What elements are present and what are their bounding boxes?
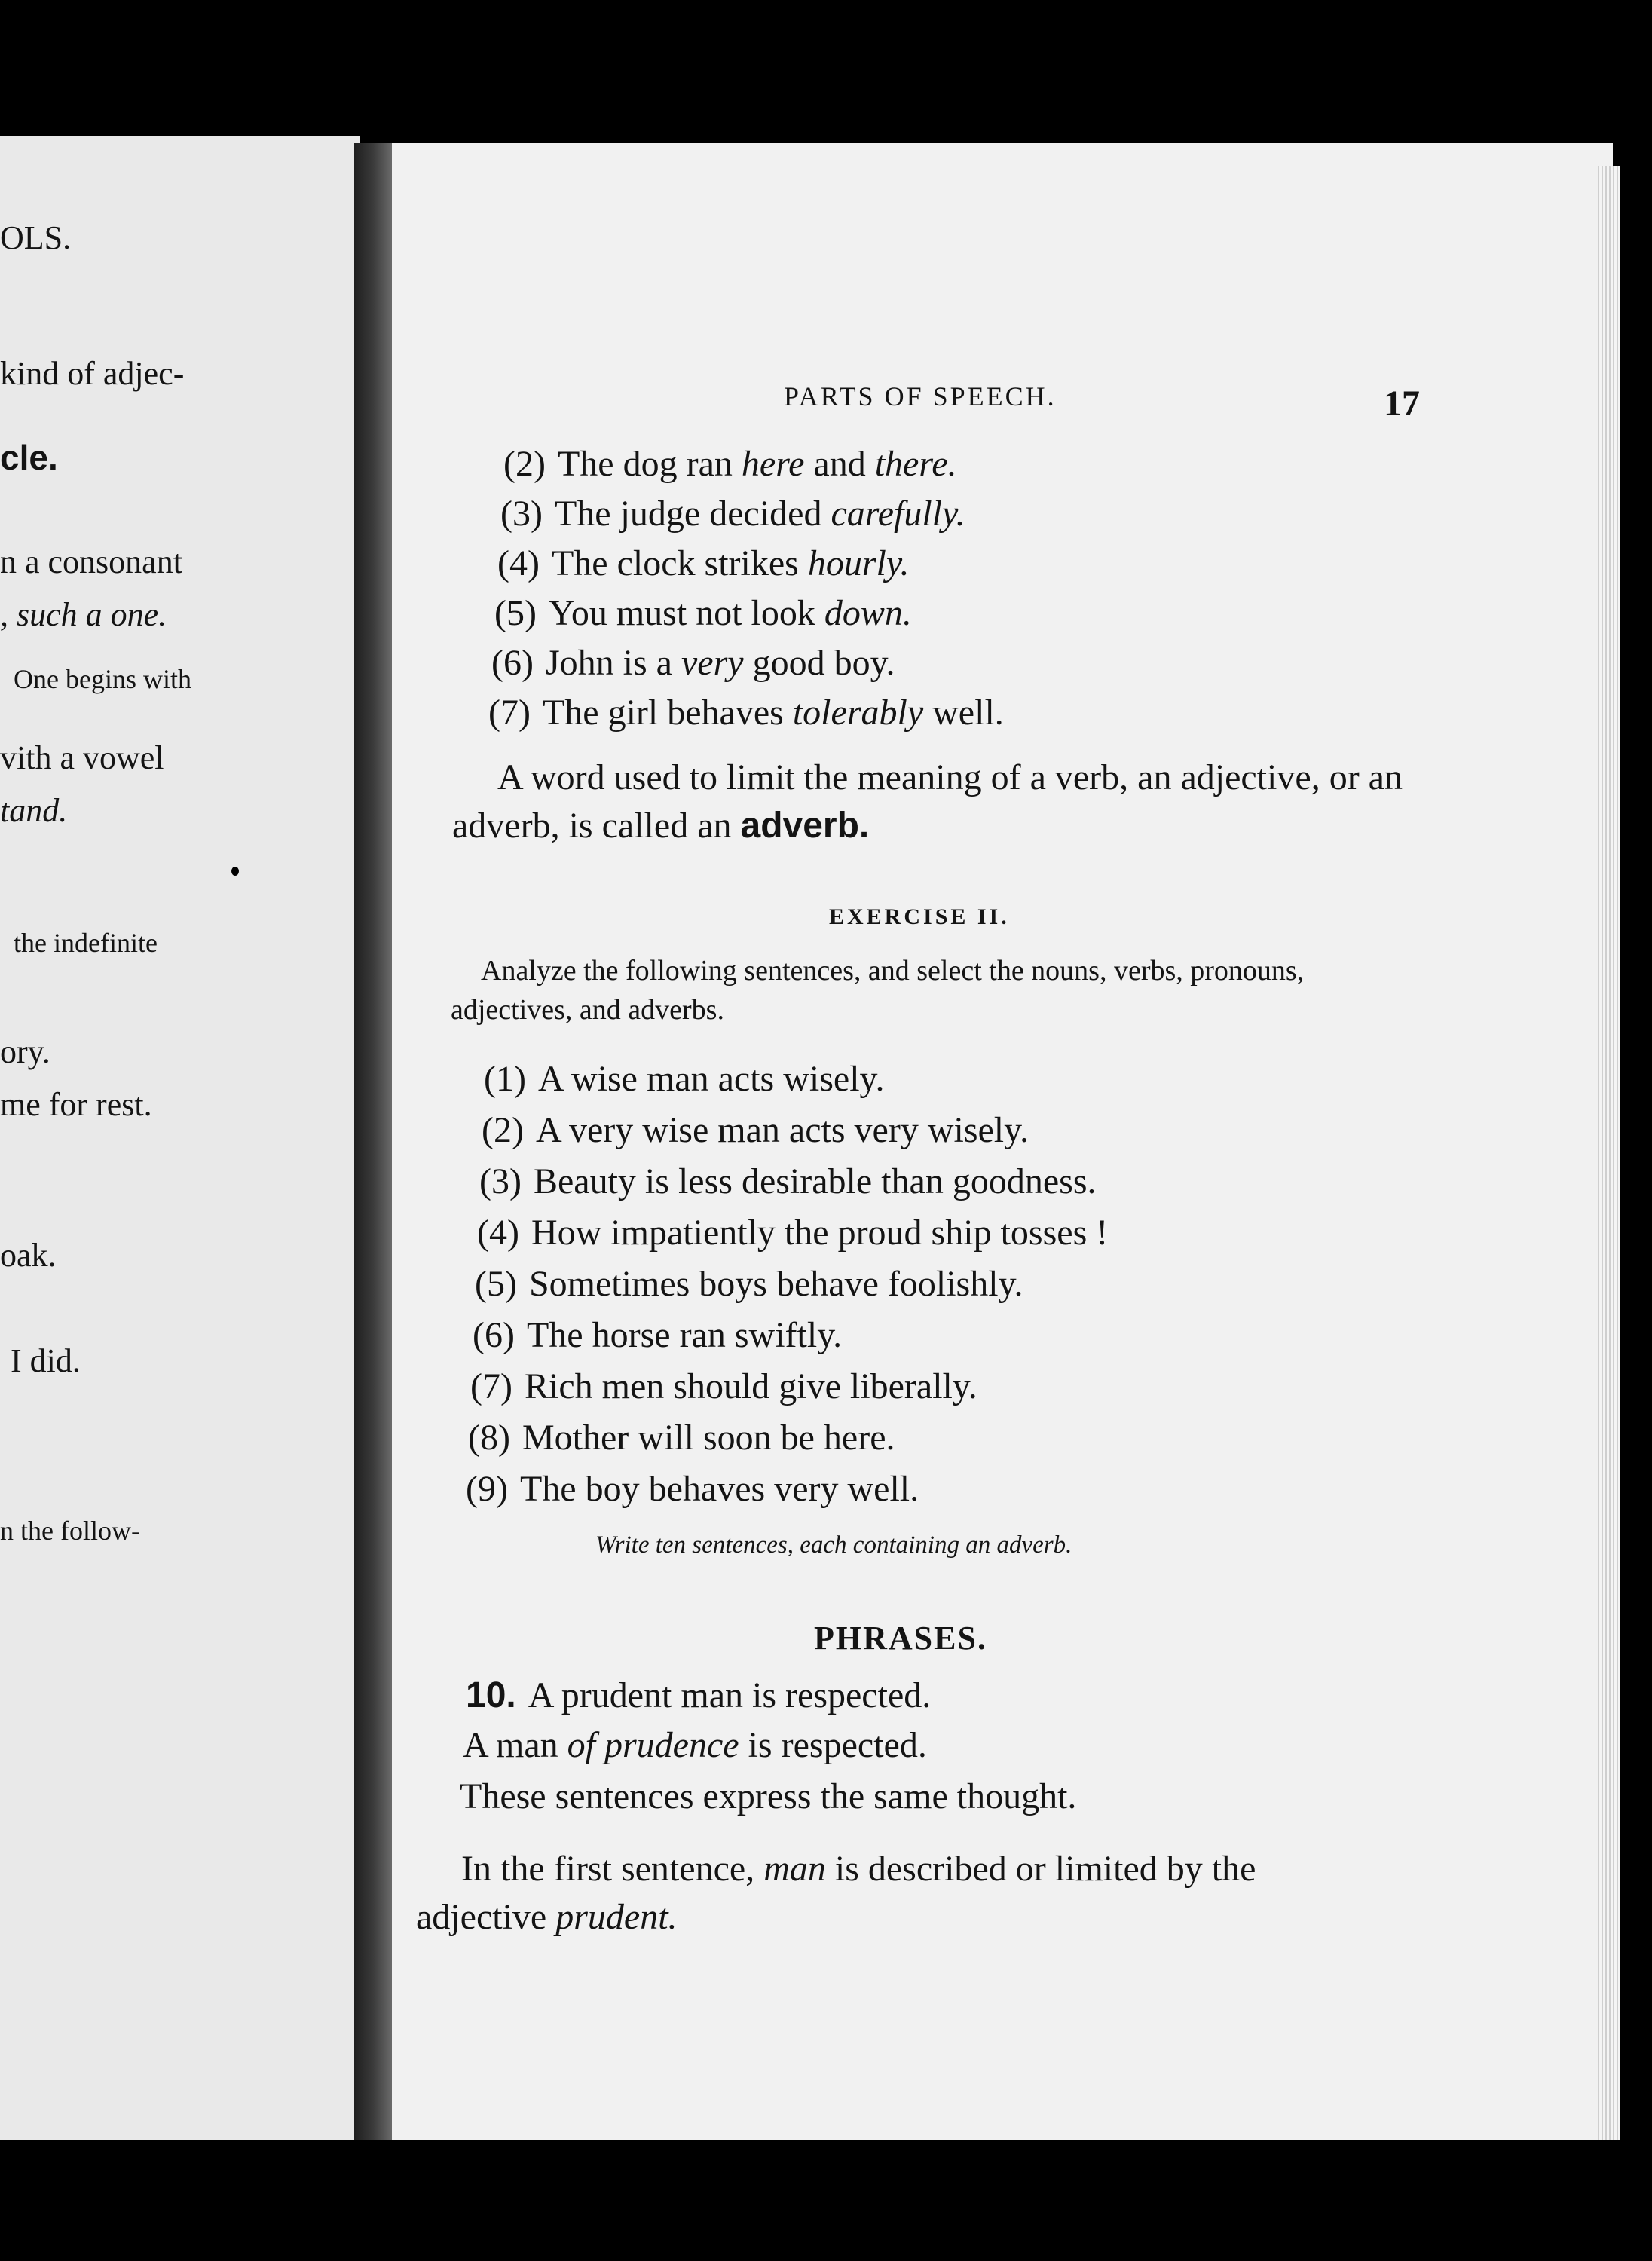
- left-page-fragment: tand.: [0, 792, 68, 829]
- definition-term: adverb.: [740, 806, 870, 846]
- exercise-sentence: [475, 1263, 1023, 1305]
- phrase-line-3: These sentences express the same thought.: [460, 1776, 1077, 1816]
- phrase-line-1-text: A prudent man is respected.: [528, 1675, 932, 1715]
- example-number: (4): [497, 543, 540, 583]
- sentence-number: (2): [482, 1110, 524, 1150]
- sentence-text: Mother will soon be here.: [522, 1418, 895, 1458]
- left-page-fragment: kind of adjec-: [0, 355, 185, 392]
- phrase-paragraph: [416, 1845, 1388, 1941]
- exercise-sentence: [477, 1212, 1108, 1253]
- left-page-fragment: vith a vowel: [0, 739, 164, 776]
- example-text: John is a: [545, 643, 681, 683]
- example-text: down.: [824, 593, 912, 633]
- example-number: (6): [491, 643, 534, 683]
- exercise-sentence: [473, 1314, 842, 1356]
- left-page-fragment: cle.: [0, 438, 58, 477]
- example-text: tolerably: [792, 693, 924, 733]
- exercise-sentence: [479, 1161, 1097, 1202]
- sentence-text: Rich men should give liberally.: [524, 1366, 977, 1406]
- exercise-sentence: [468, 1417, 895, 1458]
- exercise-sentence: [470, 1366, 977, 1407]
- phrase-para-a: In the first sentence,: [461, 1849, 764, 1889]
- example-text: The clock strikes: [551, 543, 808, 583]
- exercise-heading: EXERCISE II.: [829, 904, 1010, 929]
- example-sentence: [503, 443, 957, 485]
- sentence-number: (1): [484, 1059, 526, 1099]
- example-text: good boy.: [743, 643, 895, 683]
- phrase-para-b: man: [763, 1849, 826, 1889]
- sentence-number: (9): [466, 1469, 508, 1509]
- sentence-text: A wise man acts wisely.: [537, 1059, 885, 1099]
- phrase-line-2-a: A man: [463, 1725, 567, 1765]
- example-text: You must not look: [548, 593, 824, 633]
- sentence-text: Sometimes boys behave foolishly.: [528, 1264, 1023, 1304]
- example-number: (3): [500, 494, 543, 534]
- sentence-text: Beauty is less desirable than goodness.: [533, 1161, 1097, 1201]
- sentence-number: (7): [470, 1366, 512, 1406]
- adverb-definition: [452, 754, 1424, 850]
- sentence-number: (3): [479, 1161, 522, 1201]
- definition-text: A word used to limit the meaning of a verb, an adjective, or an adverb, is called an: [452, 757, 1403, 846]
- exercise-instruction: Analyze the following sentences, and select the nouns, verbs, pronouns, adjectives, and adverbs.: [451, 955, 1305, 1026]
- phrase-para-d: prudent.: [555, 1897, 678, 1937]
- example-text: hourly.: [807, 543, 910, 583]
- example-text: carefully.: [831, 494, 965, 534]
- running-head: PARTS OF SPEECH.: [784, 381, 1057, 412]
- example-number: (7): [488, 693, 531, 733]
- phrase-line-2: [463, 1724, 927, 1766]
- phrase-line-2-b: of prudence: [567, 1725, 739, 1765]
- sentence-number: (8): [468, 1418, 510, 1458]
- sentence-number: (4): [477, 1213, 519, 1253]
- left-facing-page: [0, 136, 360, 2140]
- example-sentence: [500, 493, 965, 534]
- left-page-fragment: the indefinite: [14, 928, 158, 958]
- exercise-sentence: [484, 1058, 884, 1100]
- example-text: and: [804, 444, 875, 484]
- sentence-number: (5): [475, 1264, 517, 1304]
- phrase-line-2-c: is respected.: [739, 1725, 927, 1765]
- left-page-fragment: ory.: [0, 1033, 50, 1070]
- example-text: there.: [874, 444, 957, 484]
- section-number: 10.: [466, 1675, 516, 1715]
- example-number: (2): [503, 444, 546, 484]
- phrase-para-c: is described or limited by the adjective: [416, 1849, 1256, 1937]
- example-number: (5): [494, 593, 537, 633]
- sentence-text: A very wise man acts very wisely.: [535, 1110, 1029, 1150]
- left-page-fragment: One begins with: [14, 664, 191, 694]
- example-text: The judge decided: [554, 494, 831, 534]
- page-number: 17: [1384, 384, 1420, 424]
- phrase-line-1: [466, 1675, 931, 1716]
- sentence-number: (6): [473, 1315, 515, 1355]
- sentence-text: The horse ran swiftly.: [526, 1315, 843, 1355]
- example-text: The dog ran: [557, 444, 742, 484]
- example-text: well.: [923, 693, 1004, 733]
- phrases-heading: PHRASES.: [814, 1620, 987, 1657]
- left-page-fragment: n the follow-: [0, 1516, 140, 1546]
- left-page-fragment: I did.: [11, 1342, 81, 1379]
- example-text: very: [681, 643, 744, 683]
- left-page-fragment: , such a one.: [0, 596, 167, 633]
- example-sentence: [491, 642, 895, 684]
- sentence-text: The boy behaves very well.: [519, 1469, 919, 1509]
- left-page-fragment: me for rest.: [0, 1086, 152, 1123]
- print-speck: [231, 867, 239, 876]
- example-sentence: [494, 592, 912, 634]
- left-page-fragment: OLS.: [0, 219, 72, 256]
- write-instruction: Write ten sentences, each containing an adverb.: [595, 1531, 1072, 1559]
- left-page-fragment: oak.: [0, 1237, 57, 1274]
- exercise-sentence: [466, 1468, 919, 1510]
- page-edges: [1598, 166, 1620, 2140]
- left-page-fragment: n a consonant: [0, 543, 182, 580]
- sentence-text: How impatiently the proud ship tosses !: [531, 1213, 1109, 1253]
- example-text: here: [741, 444, 805, 484]
- example-text: The girl behaves: [542, 693, 793, 733]
- exercise-sentence: [482, 1109, 1029, 1151]
- example-sentence: [488, 692, 1004, 733]
- example-sentence: [497, 543, 910, 584]
